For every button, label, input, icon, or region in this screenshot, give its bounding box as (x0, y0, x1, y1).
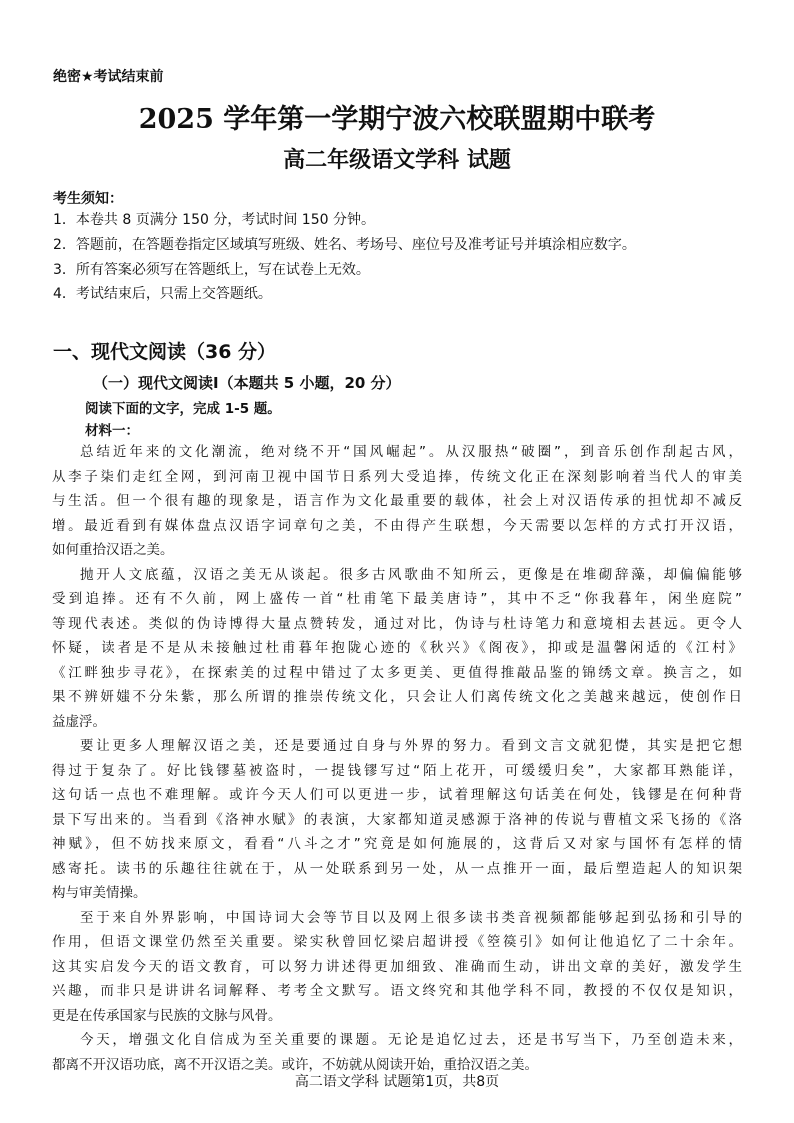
passage-line: 至于来自外界影响，中国诗词大会等节目以及网上很多读书类音视频都能够起到弘扬和引导的 (80, 909, 742, 926)
passage-line: 兴趣，而非只是讲讲名词解释、考考全文默写。语文终究和其他学科不同，教授的不仅仅是知识， (52, 983, 742, 999)
passage-line: 要让更多人理解汉语之美，还是要通过自身与外界的努力。看到文言文就犯憷，其实是把它想 (80, 738, 742, 754)
passage-line: 等现代表述。类似的伪诗博得大量点赞转发，通过对比，伪诗与杜诗笔力和意境相去甚远。更令人 (52, 615, 742, 632)
passage-line: 感寄托。读书的乐趣往往就在于，从一处联系到另一处，从一点推开一面，最后塑造起人的知识架 (52, 860, 742, 877)
passage-line: 景下写出来的。当看到《洛神水赋》的表演，大家都知道灵感源于洛神的传说与曹植文采飞扬的《洛 (52, 811, 742, 828)
section-heading: 一、现代文阅读（36 分） (53, 341, 277, 363)
passage-line: 都离不开汉语功底，离不开汉语之美。或许，不妨就从阅读开始，重拾汉语之美。 (52, 1056, 538, 1073)
passage-line: 神赋》，但不妨找来原文，看看“八斗之才”究竟是如何施展的，这背后又对家与国怀有怎样的情 (52, 836, 742, 852)
notice-item: 3．所有答案必须写在答题纸上，写在试卷上无效。 (53, 262, 370, 278)
passage-body (52, 440, 742, 1077)
passage-line: 构与审美情操。 (52, 885, 147, 901)
passage-line: 抛开人文底蕴，汉语之美无从谈起。很多古风歌曲不知所云，更像是在堆砌辞藻，却偏偏能够 (80, 566, 742, 583)
passage-line: 果不辨妍媸不分朱紫，那么所谓的推崇传统文化，只会让人们离传统文化之美越来越远，使创作日 (52, 689, 742, 705)
page-footer: 高二语文学科 试题第1页，共8页 (294, 1074, 500, 1090)
exam-title: 2025 学年第一学期宁波六校联盟期中联考 (138, 104, 656, 135)
passage-line: 增。最近看到有媒体盘点汉语字词章句之美，不由得产生联想，今天需要以怎样的方式打开汉语， (52, 517, 742, 534)
notice-item: 4．考试结束后，只需上交答题纸。 (53, 286, 272, 302)
material-label: 材料一： (85, 423, 139, 439)
passage-line: 今天，增强文化自信成为至关重要的课题。无论是追忆过去，还是书写当下，乃至创造未来， (80, 1032, 742, 1048)
confidential-label: 绝密★考试结束前 (53, 69, 164, 85)
passage-line: 受到追捧。还有不久前，网上盛传一首“杜甫笔下最美唐诗”，其中不乏“你我暮年，闲坐庭院” (52, 591, 742, 607)
passage-line: 如何重拾汉语之美。 (52, 542, 174, 558)
reading-instruction: 阅读下面的文字，完成 1-5 题。 (85, 401, 281, 417)
passage-line: 作用，但语文课堂仍然至关重要。梁实秋曾回忆梁启超讲授《箜篌引》如何让他追忆了二十余年。 (52, 934, 742, 950)
passage-line: 总结近年来的文化潮流，绝对绕不开“国风崛起”。从汉服热“破圈”，到音乐创作刮起古风， (80, 444, 742, 460)
passage-line: 更是在传承国家与民族的文脉与风骨。 (52, 1007, 282, 1024)
passage-line: 从李子柒们走红全网，到河南卫视中国节日系列大受追捧，传统文化正在深刻影响着当代人的审美 (52, 468, 742, 485)
notice-item: 2．答题前，在答题卷指定区域填写班级、姓名、考场号、座位号及准考证号并填涂相应数字。 (53, 237, 636, 253)
passage-line: 得过于复杂了。好比钱镠墓被盗时，一提钱镠写过“陌上花开，可缓缓归矣”，大家都耳熟能详， (52, 762, 742, 779)
passage-line: 益虚浮。 (52, 713, 106, 730)
exam-subtitle: 高二年级语文学科 试题 (283, 147, 511, 173)
notice-heading: 考生须知： (53, 191, 123, 207)
passage-line: 《江畔独步寻花》，在探索美的过程中错过了太多更美、更值得推敲品鉴的锦绣文章。换言之，如 (52, 664, 742, 681)
notice-item: 1．本卷共 8 页满分 150 分，考试时间 150 分钟。 (53, 212, 375, 228)
passage-line: 怀疑，读者是不是从未接触过杜甫暮年抱陇心迹的《秋兴》《阁夜》，抑或是温馨闲适的《江村》 (52, 640, 742, 656)
passage-line: 这句话一点也不难理解。或许今天人们可以更进一步，试着理解这句话美在何处，钱镠是在何种背 (52, 787, 742, 803)
passage-line: 这其实启发今天的语文教育，可以努力讲述得更加细致、准确而生动，讲出文章的美好，激发学生 (52, 958, 742, 975)
subsection-heading: （一）现代文阅读Ⅰ（本题共 5 小题，20 分） (93, 374, 401, 392)
passage-line: 与生活。但一个很有趣的现象是，语言作为文化最重要的载体，社会上对汉语传承的担忧却不减反 (52, 493, 742, 509)
